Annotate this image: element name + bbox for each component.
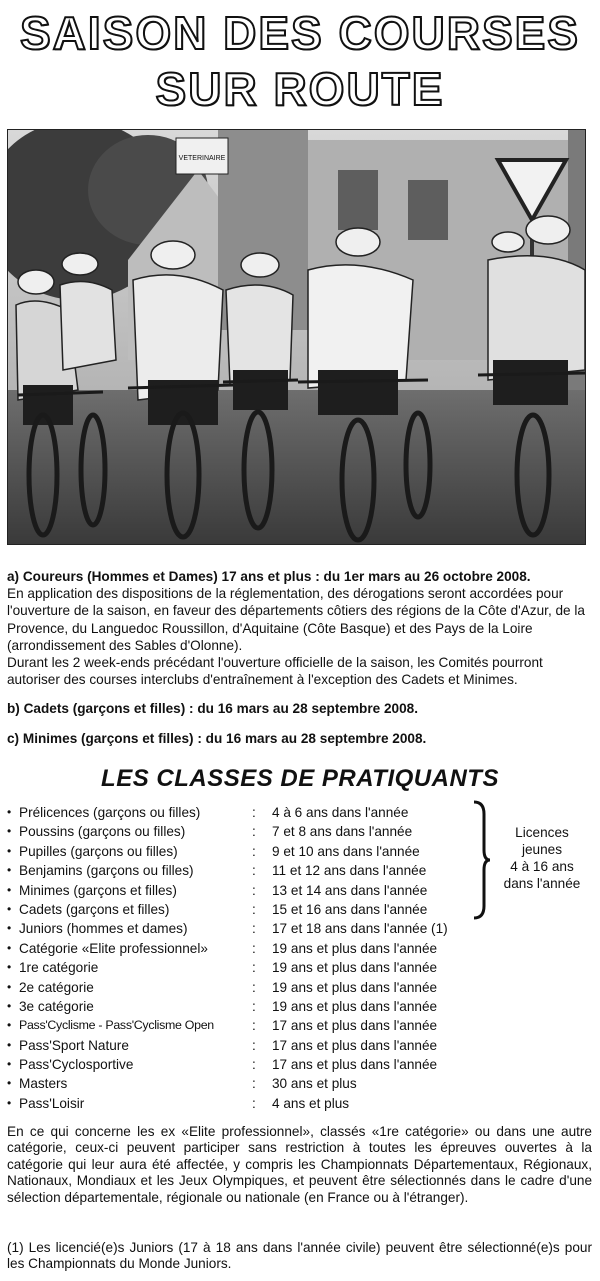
class-category: Pass'Sport Nature <box>19 1037 129 1053</box>
class-category: 3e catégorie <box>19 998 94 1014</box>
list-item: • Pupilles (garçons ou filles) : 9 et 10 ans dans l'année <box>7 842 487 861</box>
section-minimes <box>7 730 592 747</box>
section-coureurs <box>7 568 592 688</box>
class-category: Cadets (garçons et filles) <box>19 901 170 917</box>
licences-jeunes-note: Licences jeunes 4 à 16 ans dans l'année <box>503 825 581 891</box>
class-category: Masters <box>19 1076 68 1092</box>
list-item: • Benjamins (garçons ou filles) : 11 et 12 ans dans l'année <box>7 861 487 880</box>
class-category: Pass'Loisir <box>19 1095 85 1111</box>
page-title: SAISON DES COURSES <box>20 7 580 59</box>
class-category: Catégorie «Elite professionnel» <box>19 940 208 956</box>
list-item: • Juniors (hommes et dames) : 17 et 18 ans dans l'année (1) <box>7 919 487 938</box>
list-item: • 3e catégorie : 19 ans et plus dans l'année <box>7 997 487 1016</box>
classes-list <box>7 803 487 1113</box>
class-age: 4 à 6 ans dans l'année <box>272 805 409 820</box>
class-age: 13 et 14 ans dans l'année <box>272 882 428 898</box>
list-item: • Pass'Sport Nature : 17 ans et plus dans l'année <box>7 1036 487 1055</box>
class-age: 17 ans et plus dans l'année <box>272 1057 438 1073</box>
class-age: 19 ans et plus dans l'année <box>272 979 438 995</box>
class-category: 2e catégorie <box>19 979 94 995</box>
list-item: • Masters : 30 ans et plus <box>7 1074 487 1093</box>
class-category: Pass'Cyclisme - Pass'Cyclisme Open <box>19 1018 214 1033</box>
list-item: • Pass'Cyclisme - Pass'Cyclisme Open : 17 ans et plus dans l'année <box>7 1016 487 1035</box>
class-category: Juniors (hommes et dames) <box>19 921 188 937</box>
cyclists-race-photo <box>7 129 586 545</box>
class-category: Benjamins (garçons ou filles) <box>19 863 194 879</box>
list-item: • Prélicences (garçons ou filles) : 4 à 6 ans dans l'année <box>7 803 487 822</box>
list-item: • 1re catégorie : 19 ans et plus dans l'année <box>7 958 487 977</box>
class-category: Pass'Cyclosportive <box>19 1057 134 1073</box>
class-age: 15 et 16 ans dans l'année <box>272 901 428 917</box>
class-age: 19 ans et plus dans l'année <box>272 998 438 1014</box>
classes-heading: LES CLASSES DE PRATIQUANTS <box>101 765 499 792</box>
class-category: Prélicences (garçons ou filles) <box>19 805 201 820</box>
page-title-line2: SUR ROUTE <box>155 63 445 115</box>
veterinaire-sign-text: VETERINAIRE <box>178 155 226 162</box>
section-a-body2: Durant les 2 week-ends précédant l'ouverture officielle de la saison, les Comités pourront autoriser des courses interclubs d'entraînement à l'exception des Cadets et Minimes. <box>7 655 543 688</box>
list-item: • Pass'Cyclosportive : 17 ans et plus dans l'année <box>7 1055 487 1074</box>
elite-paragraph: En ce qui concerne les ex «Elite professionnel», classés «1re catégorie» ou dans une autre catégorie, ceux-ci peuvent participer sans restriction à toutes les épreuves ouvertes à la catégorie qui leur aura été affectée, y compris les Championnats Départementaux, Régionaux, Nationaux, Mondiaux et les Jeux Olympiques, et peuvent être sélectionnés dans le cadre d'une sélection départementale, régionale ou nationale (en France ou à l'étranger). <box>7 1124 592 1205</box>
class-category: Minimes (garçons et filles) <box>19 882 177 898</box>
section-a-body1: En application des dispositions de la réglementation, des dérogations seront accordées pour l'ouverture de la saison, en faveur des départements côtiers des régions de la Côte d'Azur, de la Provence, du Languedoc Roussillon, d'Aquitaine (Côte Basque) et des Pays de la Loire (arrondissement des Sables d'Olonne). <box>7 586 585 653</box>
section-a-heading: a) Coureurs (Hommes et Dames) 17 ans et plus : du 1er mars au 26 octobre 2008. <box>7 569 531 584</box>
section-cadets <box>7 700 592 717</box>
class-age: 7 et 8 ans dans l'année <box>272 824 413 840</box>
list-item: • Catégorie «Elite professionnel» : 19 ans et plus dans l'année <box>7 939 487 958</box>
class-age: 17 ans et plus dans l'année <box>272 1037 438 1053</box>
brace-bracket <box>472 800 492 925</box>
class-age: 19 ans et plus dans l'année <box>272 940 438 956</box>
list-item: • Cadets (garçons et filles) : 15 et 16 ans dans l'année <box>7 900 487 919</box>
class-category: Pupilles (garçons ou filles) <box>19 843 178 859</box>
class-age: 4 ans et plus <box>272 1095 350 1111</box>
class-age: 9 et 10 ans dans l'année <box>272 843 420 859</box>
list-item: • Pass'Loisir : 4 ans et plus <box>7 1094 487 1113</box>
section-b-heading: b) Cadets (garçons et filles) : du 16 mars au 28 septembre 2008. <box>7 701 418 716</box>
class-age: 30 ans et plus <box>272 1076 357 1092</box>
list-item: • Poussins (garçons ou filles) : 7 et 8 ans dans l'année <box>7 822 487 841</box>
class-age: 11 et 12 ans dans l'année <box>272 863 427 879</box>
class-age: 19 ans et plus dans l'année <box>272 960 438 976</box>
juniors-footnote: (1) Les licencié(e)s Juniors (17 à 18 ans dans l'année civile) peuvent être sélectionné(e)s pour les Championnats du Monde Juniors. <box>7 1240 592 1272</box>
list-item: • 2e catégorie : 19 ans et plus dans l'année <box>7 978 487 997</box>
class-category: 1re catégorie <box>19 960 99 976</box>
class-age: 17 et 18 ans dans l'année (1) <box>272 921 448 937</box>
section-c-heading: c) Minimes (garçons et filles) : du 16 mars au 28 septembre 2008. <box>7 731 427 746</box>
class-age: 17 ans et plus dans l'année <box>272 1018 438 1034</box>
class-category: Poussins (garçons ou filles) <box>19 824 186 840</box>
list-item: • Minimes (garçons et filles) : 13 et 14 ans dans l'année <box>7 881 487 900</box>
